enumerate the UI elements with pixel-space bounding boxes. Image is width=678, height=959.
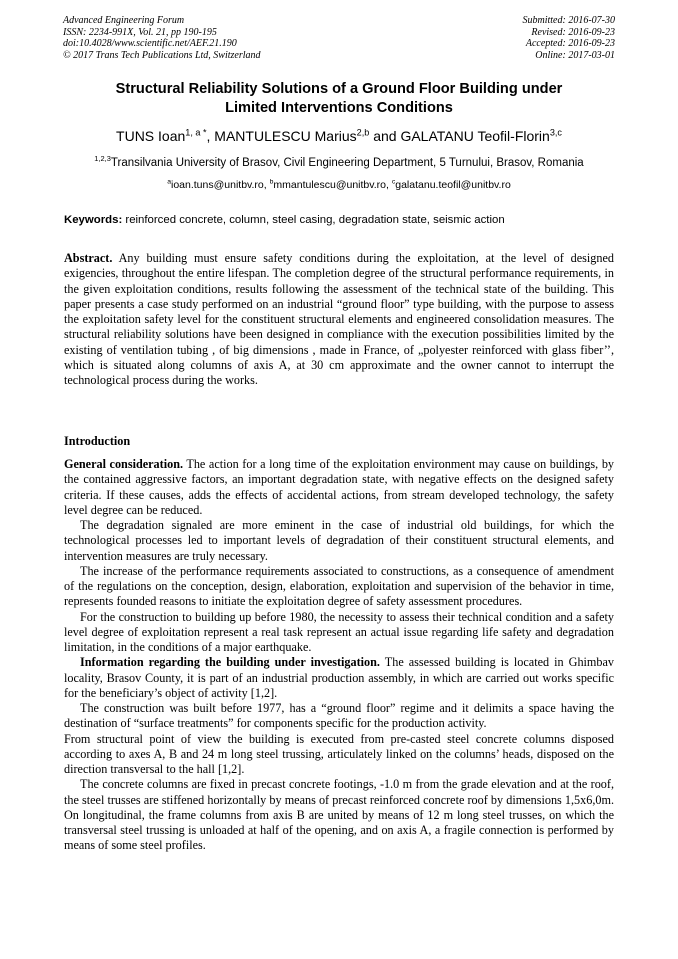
paragraph-building-information (64, 655, 614, 701)
author-list (40, 127, 638, 145)
abstract (64, 251, 614, 388)
author-2-sup: 2,b (356, 127, 370, 138)
journal-name: Advanced Engineering Forum (63, 15, 185, 26)
paragraph-8: The concrete columns are fixed in precast concrete footings, -1.0 m from the grade elevation and at the roof, the steel trusses are stiffened horizontally by means of precast reinforced concrete roof by dimensions 1,5x6,0m. On longitudinal, the frame columns from axis B are united by means of 12 m long steel trusses, on which the transversal steel trussing is unloaded at half of the opening, and on axis A, a fragile connection is performed by means of some steel profiles. (64, 777, 614, 853)
author-3-sup: 3,c (549, 127, 562, 138)
email-a-sup: a (167, 178, 171, 186)
email-c[interactable]: galatanu.teofil@unitbv.ro (395, 179, 511, 191)
affiliation-sup: 1,2,3 (94, 154, 111, 164)
paragraph-3: The increase of the performance requirements associated to constructions, as a consequence of amendment of the regulations on the conception, design, elaboration, exploitation and supervision of the behavior in time, represents founded reasons to initiate the exploitation degree of safety assessment procedures. (64, 563, 614, 609)
paper-title (60, 80, 618, 118)
author-1: TUNS Ioan (116, 128, 186, 144)
title-line-1: Structural Reliability Solutions of a Ground Floor Building under (115, 81, 563, 97)
keywords-text: reinforced concrete, column, steel casing, degradation state, seismic action (122, 214, 505, 226)
journal-header (63, 15, 261, 61)
email-c-sup: c (391, 178, 396, 186)
abstract-text: Any building must ensure safety conditions during the exploitation, at the level of designed exigencies, throughout the entire lifespan. The completion degree of the structural performance requirements, in the given exploitation conditions, results following the assessment of the technical state of the building. This paper presents a case study performed on an industrial “ground floor” type building, with the purpose to assess the exploitation safety level for the constituent structural elements and engineered consolidation measures. The structural reliability solutions have been designed in compliance with the execution possibilities limited by the existing of ventilation tubing , of big dimensions , made in France, of „polyester reinforced with glass fiber’’, which is situated along columns of axis A, at 30 cm approximate and the owner cannot to interrupt the technological process during the works. (64, 251, 614, 387)
email-a[interactable]: ioan.tuns@unitbv.ro, (171, 179, 270, 191)
affiliation (40, 156, 638, 171)
paragraph-5-text: The assessed building is located in Ghimbav locality, Brasov County, it is part of an industrial production assembly, in which are carried out works specific for the beneficiary’s object of activity [1,2]. (64, 655, 614, 700)
paragraph-7: From structural point of view the building is executed from pre-casted steel concrete columns disposed according to axes A, B and 24 m long steel trussing, articulately linked on the columns’ heads, disposed on the direction transversal to the hall [1,2]. (64, 731, 614, 776)
paragraph-1-label: General consideration. (64, 457, 184, 471)
email-b[interactable]: mmantulescu@unitbv.ro, (273, 179, 392, 191)
paragraph-4: For the construction to building up before 1980, the necessity to assess their technical condition and a safety level degree of exploitation represent a real task represent an actual issue regarding life safety and degradation limitation, in the conditions of a major earthquake. (64, 609, 614, 654)
journal-doi: doi:10.4028/www.scientific.net/AEF.21.190 (63, 38, 237, 49)
date-accepted: Accepted: 2016-09-23 (525, 38, 615, 49)
author-2: , MANTULESCU Marius (206, 128, 357, 144)
section-heading-introduction: Introduction (64, 434, 131, 448)
journal-copyright: © 2017 Trans Tech Publications Ltd, Switzerland (63, 49, 261, 61)
email-b-sup: b (269, 178, 274, 186)
keywords-label: Keywords: (64, 214, 123, 226)
paragraph-5-label: Information regarding the building under investigation. (80, 655, 380, 670)
paragraph-2: The degradation signaled are more eminent in the case of industrial old buildings, for which the technological processes led to important levels of degradation of their constituent structural elements, and intervention measures are truly necessary. (64, 518, 614, 563)
introduction-body (64, 457, 614, 854)
paragraph-general-consideration (64, 457, 614, 518)
date-submitted: Submitted: 2016-07-30 (522, 15, 615, 26)
paragraph-6: The construction was built before 1977, has a “ground floor” regime and it delimits a space having the destination of “surface treatments” for components specific for the production activity. (64, 701, 614, 731)
dates-header (523, 15, 616, 61)
keywords (64, 213, 619, 228)
author-3: and GALATANU Teofil-Florin (369, 128, 550, 144)
affiliation-text: Transilvania University of Brasov, Civil Engineering Department, 5 Turnului, Brasov, Romania (110, 157, 584, 169)
date-revised: Revised: 2016-09-23 (531, 26, 615, 38)
title-line-2: Limited Interventions Conditions (225, 100, 453, 116)
date-online: Online: 2017-03-01 (535, 49, 615, 61)
author-emails (40, 178, 638, 192)
paragraph-1-text: The action for a long time of the exploitation environment may cause on buildings, by the contained aggressive factors, an important degradation state, with negative effects on the designed safety criteria. If these causes, adds the effects of accidental actions, from stream developed technology, the safety level degree can be reduced. (64, 457, 615, 517)
abstract-label: Abstract. (64, 251, 113, 265)
journal-issn: ISSN: 2234-991X, Vol. 21, pp 190-195 (63, 26, 217, 38)
author-1-sup: 1, a * (185, 127, 207, 138)
